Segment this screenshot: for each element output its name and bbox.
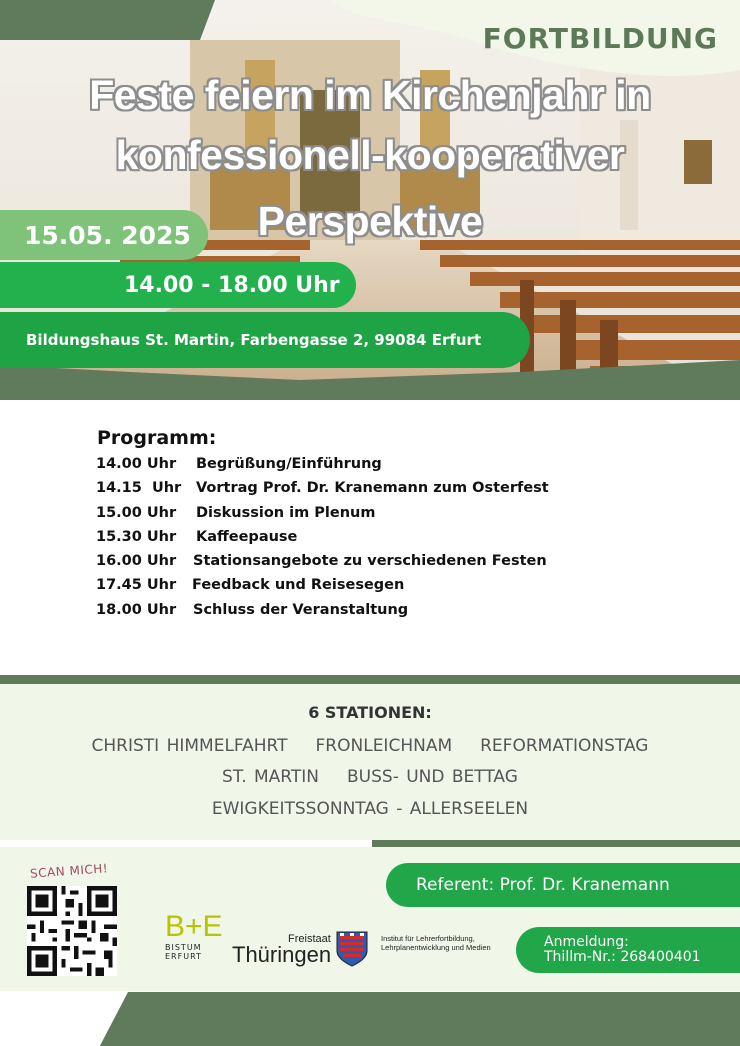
programm-label: Kaffeepause [196, 528, 298, 545]
divider-bar [372, 840, 740, 847]
programm-time: 18.00 Uhr [96, 601, 177, 618]
institut-label: Institut für Lehrerfortbildung, Lehrplanentwicklung und Medien [381, 934, 491, 952]
programm-item [96, 505, 656, 529]
bistum-erfurt-logo [165, 908, 223, 943]
programm-label: Begrüßung/Einführung [196, 456, 382, 472]
programm-item [96, 456, 656, 480]
hero-section [0, 0, 740, 400]
bistum-line: BISTUM [165, 943, 202, 952]
programm-time: 15.00 Uhr [96, 504, 177, 521]
bistum-erfurt-text [165, 943, 202, 961]
event-title-line-1: Feste feiern im Kirchenjahr in [89, 72, 651, 118]
event-date: 15.05. 2025 [24, 220, 191, 250]
anmeldung-badge [516, 927, 740, 973]
referent-text: Referent: Prof. Dr. Kranemann [416, 875, 670, 895]
bistum-line: ERFURT [165, 952, 202, 961]
programm-item [96, 529, 656, 553]
programm-time: 16.00 Uhr [96, 553, 177, 570]
programm-item [96, 553, 656, 577]
programm-item [96, 480, 656, 504]
kicker-label: FORTBILDUNG [482, 22, 718, 55]
date-badge [0, 210, 208, 260]
referent-badge [386, 863, 740, 907]
svg-text:B+E: B+E [165, 910, 223, 943]
stationen-title: 6 STATIONEN: [308, 703, 432, 722]
station-item: REFORMATIONSTAG [480, 736, 649, 756]
anmeldung-number: Thillm-Nr.: 268400401 [544, 949, 701, 965]
freistaat-label: Freistaat [288, 933, 331, 945]
programm-time: 17.45 Uhr [96, 577, 177, 594]
time-badge [0, 262, 356, 308]
station-item: ST. MARTIN [222, 767, 319, 787]
scan-label: SCAN MICH! [29, 861, 109, 881]
programm-list [96, 456, 656, 626]
station-item: BUSS- UND BETTAG [347, 767, 518, 787]
anmeldung-line: Anmeldung: [544, 934, 629, 950]
programm-label: Vortrag Prof. Dr. Kranemann zum Osterfest [196, 480, 549, 497]
stationen-row [0, 799, 740, 819]
thueringen-crest-icon [336, 931, 368, 967]
event-venue: Bildungshaus St. Martin, Farbengasse 2, 99084 Erfurt [26, 331, 482, 349]
programm-label: Stationsangebote zu verschiedenen Festen [193, 553, 547, 570]
stationen-row [0, 736, 740, 756]
programm-time: 14.00 Uhr [96, 456, 177, 472]
programm-label: Schluss der Veranstaltung [193, 601, 409, 618]
station-item: FRONLEICHNAM [315, 736, 453, 756]
programm-title: Programm: [97, 427, 217, 449]
event-title-line-3: Perspektive [257, 198, 483, 244]
divider-bar [0, 675, 740, 684]
thueringen-label: Thüringen [232, 942, 332, 967]
programm-label: Diskussion im Plenum [196, 504, 376, 521]
programm-time: 14.15 Uhr [96, 480, 182, 497]
venue-badge [0, 312, 530, 368]
event-time: 14.00 - 18.00 Uhr [124, 272, 340, 298]
station-item: EWIGKEITSSONNTAG - ALLERSEELEN [211, 799, 529, 819]
programm-item [96, 602, 656, 626]
stationen-row [0, 767, 740, 787]
station-item: CHRISTI HIMMELFAHRT [91, 736, 288, 756]
event-title-line-2: konfessionell-kooperativer [115, 132, 625, 178]
programm-label: Feedback und Reisesegen [192, 577, 405, 594]
qr-code-icon[interactable] [27, 886, 117, 976]
programm-time: 15.30 Uhr [96, 528, 177, 545]
programm-item [96, 577, 656, 601]
